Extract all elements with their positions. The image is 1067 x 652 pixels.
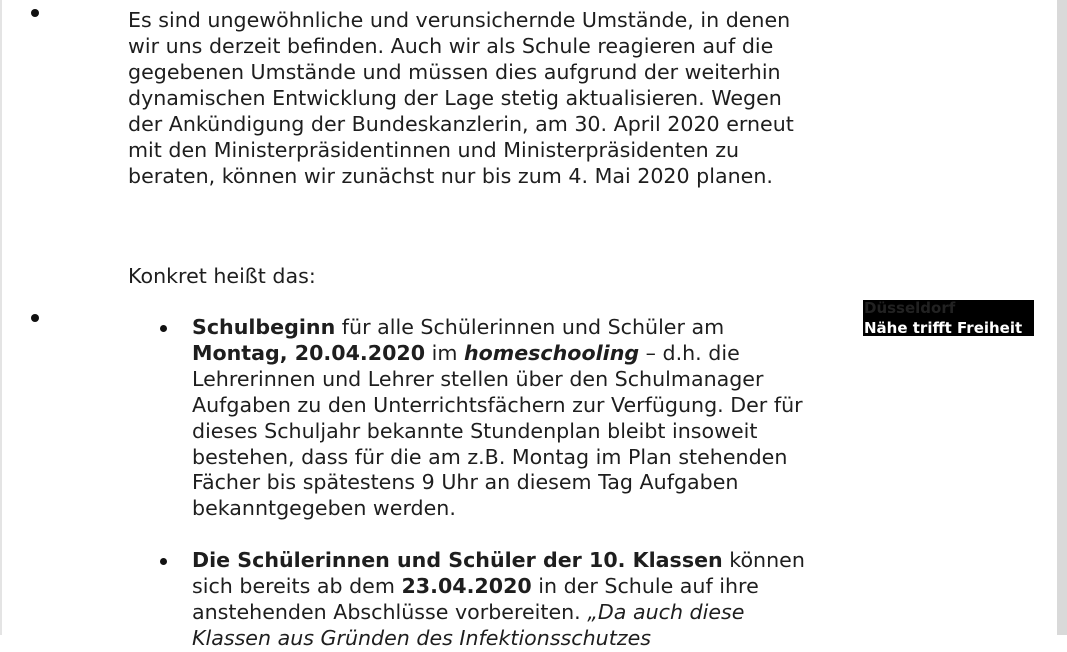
item-line: bestehen, dass für die am z.B. Montag im Plan stehenden — [192, 444, 788, 469]
item-line: Lehrerinnen und Lehrer stellen über den Schulmanager — [192, 366, 764, 391]
item-text: für alle Schülerinnen und Schüler am — [335, 315, 725, 339]
item-text: anstehenden Abschlüsse vorbereiten. — [192, 599, 588, 624]
item-emphasis: homeschooling — [463, 340, 640, 365]
item-line: bekanntgegeben werden. — [192, 496, 456, 521]
scrollbar[interactable] — [1057, 0, 1067, 635]
logo-city: Düsseldorf — [864, 300, 956, 317]
bullet-icon — [31, 9, 39, 17]
intro-line: wir uns derzeit befinden. Auch wir als Schule reagieren auf die — [128, 34, 774, 58]
item-line: Fächer bis spätestens 9 Uhr an diesem Tag Aufgaben — [192, 470, 739, 495]
item-text: können — [722, 548, 805, 572]
item-text: – d.h. die — [639, 340, 740, 365]
list-bullet-icon — [160, 325, 167, 332]
item-text: sich bereits ab dem — [192, 573, 402, 598]
item-date: Montag, 20.04.2020 — [192, 340, 426, 365]
list-item-schulbeginn — [192, 315, 842, 522]
list-bullet-icon — [160, 558, 167, 565]
intro-line: beraten, können wir zunächst nur bis zum 4. Mai 2020 planen. — [128, 164, 773, 188]
intro-line: mit den Ministerpräsidentinnen und Ministerpräsidenten zu — [128, 138, 740, 162]
duesseldorf-logo — [863, 300, 1034, 336]
page-left-edge — [0, 0, 2, 635]
intro-line: dynamischen Entwicklung der Lage stetig aktualisieren. Wegen — [128, 86, 782, 110]
item-cutoff-line: Klassen aus Gründen des Infektionsschutzes — [192, 626, 651, 650]
item-bold: Die Schülerinnen und Schüler der 10. Klassen — [192, 548, 723, 572]
item-text: in der Schule auf ihre — [531, 573, 759, 598]
item-bold: Schulbeginn — [192, 315, 336, 339]
list-item-klassen-10 — [192, 548, 842, 626]
intro-line: gegebenen Umstände und müssen dies aufgrund der weiterhin — [128, 60, 781, 84]
item-text: im — [425, 340, 464, 365]
intro-line: der Ankündigung der Bundeskanzlerin, am 30. April 2020 erneut — [128, 112, 794, 136]
logo-slogan: Nähe trifft Freiheit — [864, 319, 1023, 336]
item-line: dieses Schuljahr bekannte Stundenplan bleibt insoweit — [192, 418, 758, 443]
item-date: 23.04.2020 — [401, 573, 532, 598]
item-line: Aufgaben zu den Unterrichtsfächern zur Verfügung. Der für — [192, 392, 803, 417]
bullet-icon — [31, 314, 39, 322]
konkret-heading: Konkret heißt das: — [128, 264, 316, 288]
intro-line: Es sind ungewöhnliche und verunsichernde Umstände, in denen — [128, 8, 791, 32]
item-quote: „Da auch diese — [587, 599, 745, 624]
intro-paragraph — [128, 7, 848, 189]
